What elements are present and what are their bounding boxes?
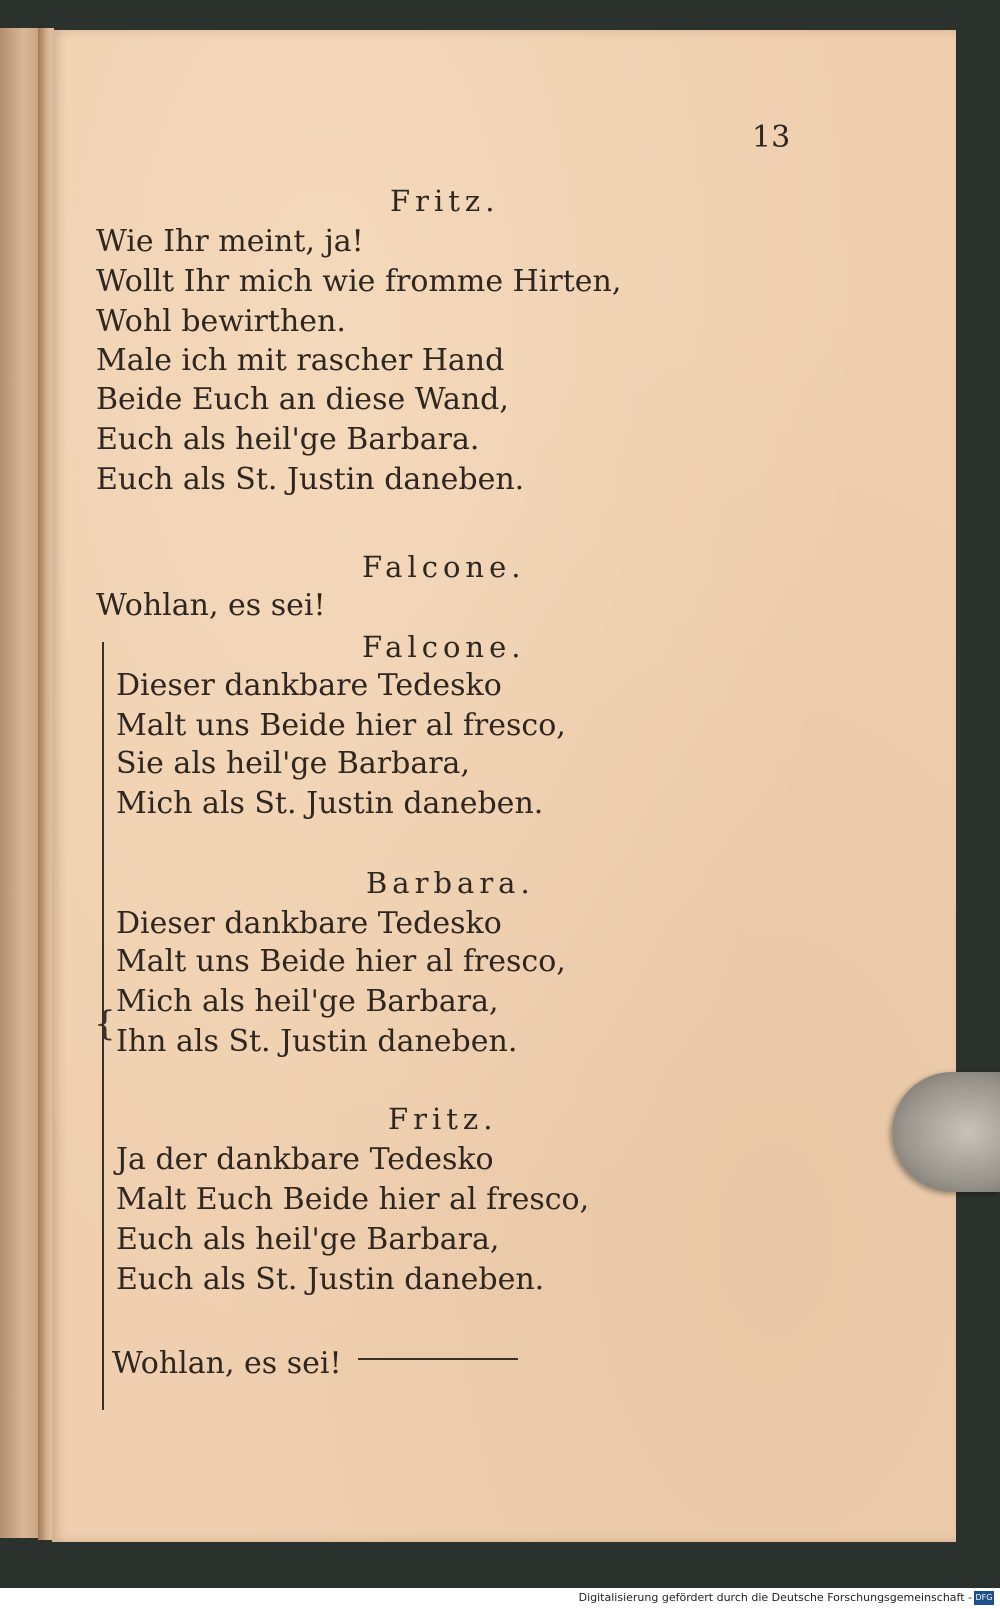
verse-line: Euch als St. Justin daneben. — [116, 1262, 545, 1297]
verse-line: Dieser dankbare Tedesko — [116, 668, 502, 703]
speaker-name: Fritz. — [390, 184, 500, 218]
verse-line: Euch als heil'ge Barbara, — [116, 1222, 500, 1257]
verse-line: Malt uns Beide hier al fresco, — [116, 944, 566, 979]
page-number: 13 — [752, 120, 791, 155]
speaker-name: Barbara. — [366, 866, 535, 900]
verse-line: Euch als heil'ge Barbara. — [96, 422, 480, 457]
verse-line: Mich als heil'ge Barbara, — [116, 984, 499, 1019]
closing-line: Wohlan, es sei! — [112, 1346, 342, 1381]
verse-line: Wie Ihr meint, ja! — [96, 224, 364, 259]
book-clip — [892, 1072, 1000, 1192]
verse-line: Male ich mit rascher Hand — [96, 343, 505, 378]
facing-page-edge — [0, 28, 40, 1538]
verse-line: Beide Euch an diese Wand, — [96, 382, 509, 417]
verse-line: Dieser dankbare Tedesko — [116, 906, 502, 941]
bracket-mark: { — [94, 1004, 116, 1044]
speaker-name: Fritz. — [388, 1102, 498, 1136]
verse-line: Wohlan, es sei! — [96, 588, 326, 623]
speaker-name: Falcone. — [362, 550, 526, 584]
verse-line: Malt Euch Beide hier al fresco, — [116, 1182, 590, 1217]
verse-line: Ja der dankbare Tedesko — [116, 1142, 494, 1177]
verse-line: Euch als St. Justin daneben. — [96, 462, 525, 497]
footer-credit: Digitalisierung gefördert durch die Deutsche Forschungsgemeinschaft - — [578, 1591, 972, 1604]
verse-line: Ihn als St. Justin daneben. — [116, 1024, 518, 1059]
verse-line: Wollt Ihr mich wie fromme Hirten, — [96, 264, 622, 299]
dfg-logo-icon: DFG — [974, 1591, 994, 1605]
speaker-name: Falcone. — [362, 630, 526, 664]
verse-line: Mich als St. Justin daneben. — [116, 786, 544, 821]
verse-line: Malt uns Beide hier al fresco, — [116, 708, 566, 743]
verse-line: Wohl bewirthen. — [96, 304, 346, 339]
section-divider — [358, 1358, 518, 1360]
verse-line: Sie als heil'ge Barbara, — [116, 746, 470, 781]
